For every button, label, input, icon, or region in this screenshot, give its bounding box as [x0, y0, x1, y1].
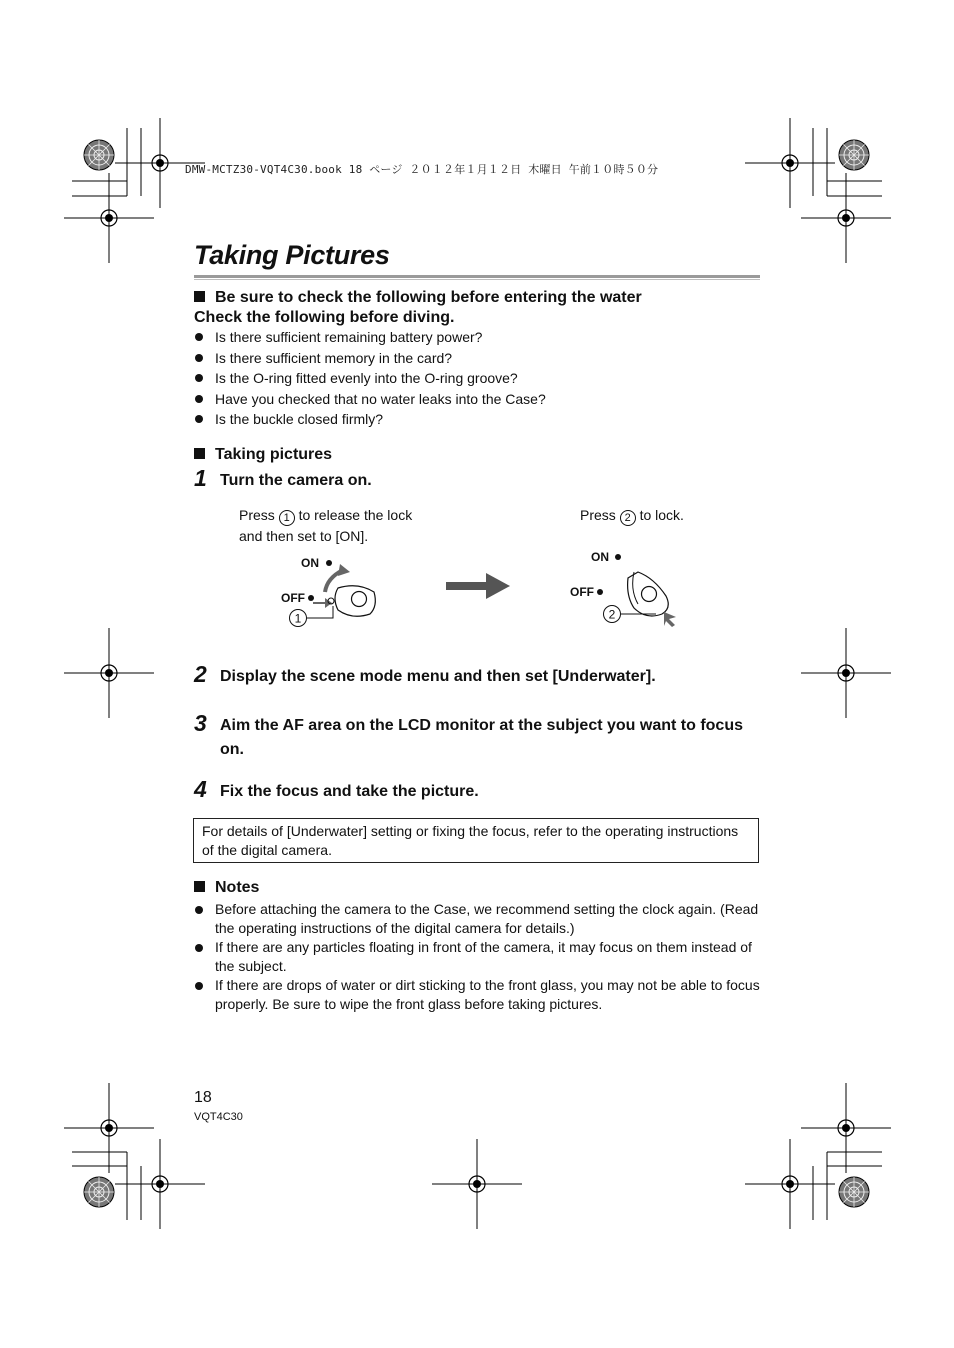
right-arrow-icon	[446, 573, 510, 599]
circled-number-1: 1	[279, 510, 295, 526]
list-item: If there are drops of water or dirt sticking to the front glass, you may not be able to focus properly. Be sure to wipe the front glass before taking pictures.	[194, 976, 762, 1014]
switch-diagram	[270, 548, 690, 634]
switch-locked-illustration	[570, 550, 676, 627]
step-number-4: 4	[194, 776, 207, 802]
marker-1: 1	[294, 611, 302, 626]
diagram-caption-left: Press 1 to release the lock and then set to [ON].	[239, 507, 413, 544]
step-number-1: 1	[194, 465, 207, 491]
document-code: VQT4C30	[194, 1111, 243, 1123]
section-check-heading: Be sure to check the following before entering the water	[194, 289, 642, 307]
list-item: If there are any particles floating in front of the camera, it may focus on them instead of the subject.	[194, 938, 762, 976]
notes-list	[194, 900, 762, 1014]
page-title: Taking Pictures	[194, 240, 390, 270]
square-bullet-icon	[194, 291, 205, 302]
list-item: Before attaching the camera to the Case, we recommend setting the clock again. (Read the operating instructions of the digital camera for details.)	[194, 900, 762, 938]
print-header: DMW-MCTZ30-VQT4C30.book 18 ページ ２０１２年１月１２日 木曜日 午前１０時５０分	[185, 163, 659, 176]
list-item: Have you checked that no water leaks into the Case?	[194, 389, 546, 410]
title-rule	[194, 275, 760, 278]
marker-2: 2	[608, 607, 616, 622]
list-item: Is the buckle closed firmly?	[194, 409, 546, 430]
checklist	[194, 327, 546, 430]
rosette-mark	[84, 140, 114, 170]
step-number-3: 3	[194, 710, 207, 736]
list-item: Is the O-ring fitted evenly into the O-ring groove?	[194, 368, 546, 389]
title-rule-thin	[194, 279, 760, 280]
list-item: Is there sufficient memory in the card?	[194, 348, 546, 369]
label-off: OFF	[281, 591, 305, 605]
section-taking-heading: Taking pictures	[194, 446, 332, 464]
svg-text:ON: ON	[591, 550, 609, 564]
square-bullet-icon	[194, 448, 205, 459]
reference-note-box: For details of [Underwater] setting or fixing the focus, refer to the operating instructions of the digital camera.	[193, 818, 759, 863]
step-number-2: 2	[194, 661, 207, 687]
circled-number-2: 2	[620, 510, 636, 526]
section-notes-heading: Notes	[194, 879, 259, 897]
section-check-subheading: Check the following before diving.	[194, 309, 455, 326]
step-text-4: Fix the focus and take the picture.	[220, 783, 479, 800]
page-number: 18	[194, 1089, 212, 1106]
list-item: Is there sufficient remaining battery power?	[194, 327, 546, 348]
svg-text:OFF: OFF	[570, 585, 594, 599]
square-bullet-icon	[194, 881, 205, 892]
switch-unlocked-illustration	[281, 556, 375, 627]
step-text-2: Display the scene mode menu and then set [Underwater].	[220, 668, 656, 685]
step-text-1: Turn the camera on.	[220, 472, 372, 489]
step-text-3: Aim the AF area on the LCD monitor at the subject you want to focus on.	[220, 717, 743, 758]
diagram-caption-right: Press 2 to lock.	[580, 507, 684, 524]
label-on: ON	[301, 556, 319, 570]
